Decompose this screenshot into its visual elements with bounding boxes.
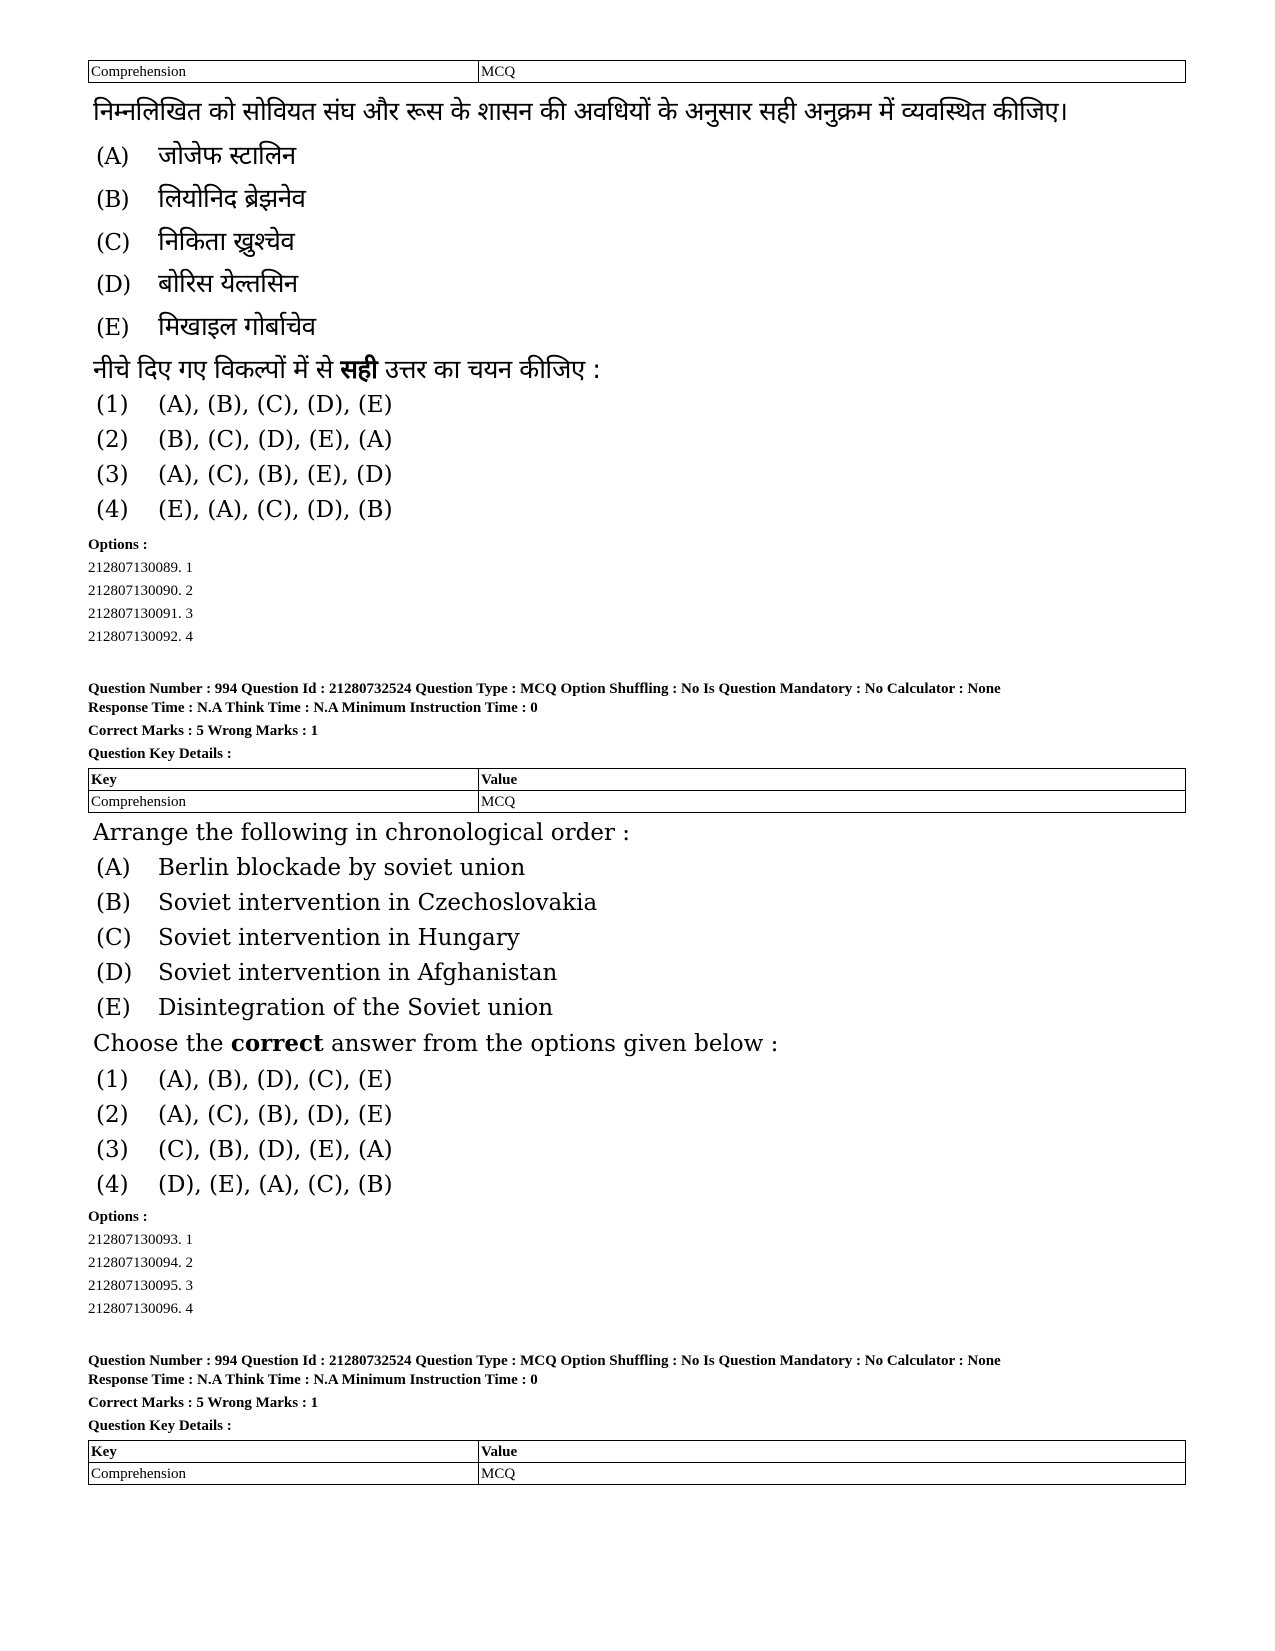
value-header: Value bbox=[479, 1441, 1186, 1463]
list-item bbox=[96, 855, 525, 881]
table-row bbox=[89, 791, 1186, 813]
answer-choice bbox=[96, 1172, 393, 1198]
item-label: (B) bbox=[96, 187, 130, 213]
question-meta-line: Question Number : 994 Question Id : 21280732524 Question Type : MCQ Option Shuffling : No Is Question Mandatory : No Calculator : None bbox=[88, 1353, 1001, 1369]
choice-text: (A), (C), (B), (D), (E) bbox=[158, 1102, 393, 1128]
question-key-details-heading: Question Key Details : bbox=[88, 746, 232, 762]
key-header: Key bbox=[89, 769, 479, 791]
question-key-table-top bbox=[88, 60, 1186, 83]
list-item bbox=[96, 890, 597, 916]
item-label: (C) bbox=[96, 230, 130, 256]
option-item: 212807130094. 2 bbox=[88, 1255, 193, 1271]
list-item bbox=[96, 995, 553, 1021]
question-stem-hindi: निम्नलिखित को सोवियत संघ और रूस के शासन की अवधियों के अनुसार सही अनुक्रम में व्यवस्थित कीजिए। bbox=[93, 97, 1068, 127]
item-text: Soviet intervention in Czechoslovakia bbox=[158, 890, 598, 916]
table-row bbox=[89, 61, 1186, 83]
question-stem-english: Arrange the following in chronological order : bbox=[93, 820, 631, 846]
instruction-suffix: answer from the options given below : bbox=[323, 1031, 779, 1057]
option-item: 212807130089. 1 bbox=[88, 560, 193, 576]
table-header-row bbox=[89, 1441, 1186, 1463]
list-item bbox=[96, 925, 520, 951]
choice-label: (2) bbox=[96, 427, 129, 453]
item-text: Berlin blockade by soviet union bbox=[158, 855, 526, 881]
choice-label: (3) bbox=[96, 462, 129, 488]
value-header: Value bbox=[479, 769, 1186, 791]
choice-text: (A), (B), (D), (C), (E) bbox=[158, 1067, 393, 1093]
item-label: (D) bbox=[96, 272, 131, 298]
table-row bbox=[89, 1463, 1186, 1485]
item-label: (A) bbox=[96, 855, 131, 881]
item-text: मिखाइल गोर्बाचेव bbox=[158, 312, 316, 342]
choice-label: (1) bbox=[96, 392, 129, 418]
key-cell: Comprehension bbox=[89, 1463, 479, 1485]
answer-choice bbox=[96, 462, 393, 488]
item-text: बोरिस येल्तसिन bbox=[158, 269, 298, 299]
question-meta-line: Response Time : N.A Think Time : N.A Minimum Instruction Time : 0 bbox=[88, 700, 538, 716]
option-item: 212807130096. 4 bbox=[88, 1301, 193, 1317]
instruction-suffix: उत्तर का चयन कीजिए : bbox=[377, 355, 601, 385]
item-text: जोजेफ स्टालिन bbox=[158, 141, 296, 171]
instruction-prefix: नीचे दिए गए विकल्पों में से bbox=[93, 355, 341, 385]
option-item: 212807130092. 4 bbox=[88, 629, 193, 645]
instruction-prefix: Choose the bbox=[93, 1031, 231, 1057]
item-label: (B) bbox=[96, 890, 131, 916]
item-label: (E) bbox=[96, 315, 129, 341]
key-cell: Comprehension bbox=[89, 61, 479, 83]
answer-choice bbox=[96, 1067, 393, 1093]
item-text: लियोनिद ब्रेझनेव bbox=[158, 184, 306, 214]
choice-label: (3) bbox=[96, 1137, 129, 1163]
item-label: (D) bbox=[96, 960, 133, 986]
choose-instruction-hindi bbox=[93, 350, 600, 386]
choice-text: (D), (E), (A), (C), (B) bbox=[158, 1172, 393, 1198]
question-meta-line: Response Time : N.A Think Time : N.A Minimum Instruction Time : 0 bbox=[88, 1372, 538, 1388]
list-item bbox=[96, 222, 294, 258]
key-cell: Comprehension bbox=[89, 791, 479, 813]
option-item: 212807130093. 1 bbox=[88, 1232, 193, 1248]
option-item: 212807130095. 3 bbox=[88, 1278, 193, 1294]
choice-text: (A), (C), (B), (E), (D) bbox=[158, 462, 393, 488]
list-item bbox=[96, 960, 557, 986]
choose-instruction-english bbox=[93, 1030, 778, 1057]
item-label: (E) bbox=[96, 995, 131, 1021]
list-item bbox=[96, 179, 305, 215]
choice-text: (C), (B), (D), (E), (A) bbox=[158, 1137, 393, 1163]
list-item bbox=[96, 307, 315, 343]
value-cell: MCQ bbox=[479, 1463, 1186, 1485]
question-marks: Correct Marks : 5 Wrong Marks : 1 bbox=[88, 723, 319, 739]
item-text: Soviet intervention in Hungary bbox=[158, 925, 520, 951]
option-item: 212807130090. 2 bbox=[88, 583, 193, 599]
answer-choice bbox=[96, 1137, 393, 1163]
answer-choice bbox=[96, 497, 393, 523]
options-heading: Options : bbox=[88, 537, 148, 553]
choice-text: (B), (C), (D), (E), (A) bbox=[158, 427, 393, 453]
item-label: (C) bbox=[96, 925, 132, 951]
item-label: (A) bbox=[96, 144, 129, 170]
item-text: Disintegration of the Soviet union bbox=[158, 995, 554, 1021]
item-text: निकिता ख्रुश्चेव bbox=[158, 227, 295, 257]
choice-label: (4) bbox=[96, 1172, 129, 1198]
choice-text: (E), (A), (C), (D), (B) bbox=[158, 497, 393, 523]
options-heading: Options : bbox=[88, 1209, 148, 1225]
choice-text: (A), (B), (C), (D), (E) bbox=[158, 392, 393, 418]
choice-label: (4) bbox=[96, 497, 129, 523]
value-cell: MCQ bbox=[479, 791, 1186, 813]
answer-choice bbox=[96, 1102, 393, 1128]
choice-label: (1) bbox=[96, 1067, 129, 1093]
list-item bbox=[96, 264, 298, 300]
question-marks: Correct Marks : 5 Wrong Marks : 1 bbox=[88, 1395, 319, 1411]
list-item bbox=[96, 136, 296, 172]
item-text: Soviet intervention in Afghanistan bbox=[158, 960, 558, 986]
question-meta-line: Question Number : 994 Question Id : 21280732524 Question Type : MCQ Option Shuffling : No Is Question Mandatory : No Calculator : None bbox=[88, 681, 1001, 697]
answer-choice bbox=[96, 427, 393, 453]
choice-label: (2) bbox=[96, 1102, 129, 1128]
question-key-table bbox=[88, 768, 1186, 813]
instruction-bold: सही bbox=[340, 355, 378, 385]
value-cell: MCQ bbox=[479, 61, 1186, 83]
question-key-details-heading: Question Key Details : bbox=[88, 1418, 232, 1434]
answer-choice bbox=[96, 392, 393, 418]
instruction-bold: correct bbox=[230, 1030, 324, 1057]
key-header: Key bbox=[89, 1441, 479, 1463]
question-key-table bbox=[88, 1440, 1186, 1485]
table-header-row bbox=[89, 769, 1186, 791]
option-item: 212807130091. 3 bbox=[88, 606, 193, 622]
